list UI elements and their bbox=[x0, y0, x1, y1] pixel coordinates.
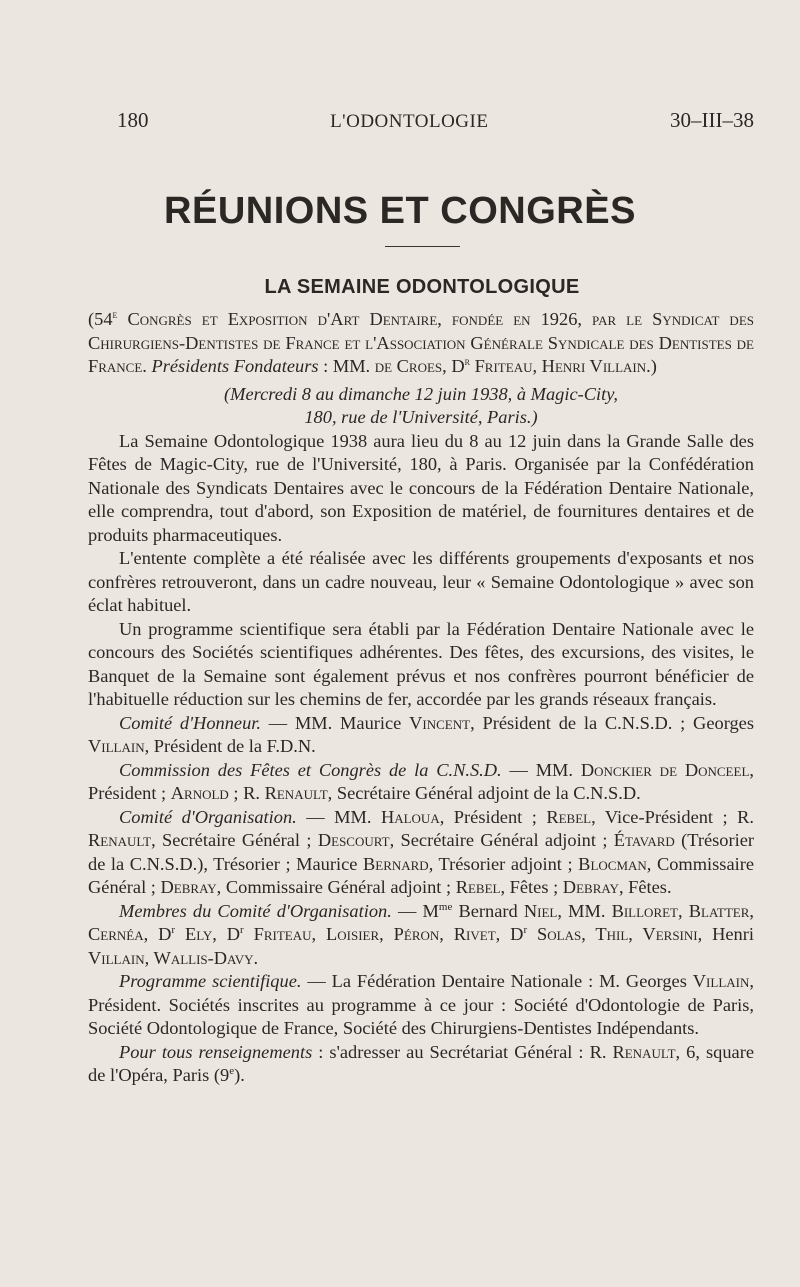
page-number: 180 bbox=[117, 108, 149, 132]
running-head bbox=[117, 108, 754, 133]
renseignements: Pour tous renseignements : s'adresser au Secrétariat Général : R. Renault, 6, square de l'Opéra, Paris (9e). bbox=[88, 1041, 754, 1085]
commission-fetes: Commission des Fêtes et Congrès de la C.N.S.D. — MM. Donckier de Donceel, Président ; Arnold ; R. Renault, Secrétaire Général adjoint de la C.N.S.D. bbox=[88, 759, 754, 803]
article-body bbox=[88, 308, 754, 1088]
journal-title: L'ODONTOLOGIE bbox=[330, 111, 489, 132]
paragraph-announcement: La Semaine Odontologique 1938 aura lieu du 8 au 12 juin dans la Grande Salle des Fêtes de Magic-City, rue de l'Université, 180, à Paris. Organisée par la Confédération Nationale des Syndicats Dentaires avec le concours de la Fédération Dentaire Nationale, elle comprendra, tout d'abord, son Exposition de matériel, de fournitures dentaires et de produits pharmaceutiques. bbox=[88, 430, 754, 545]
article-title: LA SEMAINE ODONTOLOGIQUE bbox=[264, 276, 580, 298]
membres-comite: Membres du Comité d'Organisation. — $M^{me}$ Bernard Niel, MM. Billoret, Blatter, Cernéa, $D^r$ Ely, $D^r$ Friteau, Loisier, Péron, Rivet, $D^r$ Solas, Thil, Versini, Henri Villain, Wallis-Davy. bbox=[88, 900, 754, 968]
comite-honneur: Comité d'Honneur. — MM. Maurice Vincent, Président de la C.N.S.D. ; Georges Villain, Président de la F.D.N. bbox=[88, 712, 754, 756]
paragraph-programme: Un programme scientifique sera établi par la Fédération Dentaire Nationale avec le concours des Sociétés scientifiques adhérentes. Des fêtes, des excursions, des visites, le Banquet de la Semaine sont également prévus et nos confrères pourront bénéficier de l'habituelle réduction sur les chemins de fer, accordée par les grands réseaux français. bbox=[88, 618, 754, 709]
paragraph-exhibitors: L'entente complète a été réalisée avec les différents groupements d'exposants et nos confrères retrouveront, dans un cadre nouveau, leur « Semaine Odontologique » avec son éclat habituel. bbox=[88, 548, 754, 615]
section-title: RÉUNIONS ET CONGRÈS bbox=[164, 190, 636, 232]
founders-label: Présidents Fondateurs bbox=[151, 356, 319, 376]
issue-date: 30–III–38 bbox=[670, 108, 754, 132]
event-dates: (Mercredi 8 au dimanche 12 juin 1938, à Magic-City, 180, rue de l'Université, Paris.) bbox=[224, 383, 618, 427]
intro-paragraph: (54e Congrès et Exposition d'Art Dentaire, fondée en 1926, par le Syndicat des Chirurgiens-Dentistes de France et l'Association Générale Syndicale des Dentistes de France. Présidents Fondateurs : MM. de Croes, $D^r$ Friteau, Henri Villain.) bbox=[88, 308, 754, 376]
comite-organisation: Comité d'Organisation. — MM. Haloua, Président ; Rebel, Vice-Président ; R. Renault, Secrétaire Général ; Descourt, Secrétaire Général adjoint ; Étavard (Trésorier de la C.N.S.D.), Trésorier ; Maurice Bernard, Trésorier adjoint ; Blocman, Commissaire Général ; Debray, Commissaire Général adjoint ; Rebel, Fêtes ; Debray, Fêtes. bbox=[88, 806, 755, 897]
programme-scientifique: Programme scientifique. — La Fédération Dentaire Nationale : M. Georges Villain, Président. Sociétés inscrites au programme à ce jour : Société d'Odontologie de Paris, Société Odontologique de France, Société des Chirurgiens-Dentistes Indépendants. bbox=[88, 971, 754, 1038]
title-divider bbox=[385, 246, 460, 247]
